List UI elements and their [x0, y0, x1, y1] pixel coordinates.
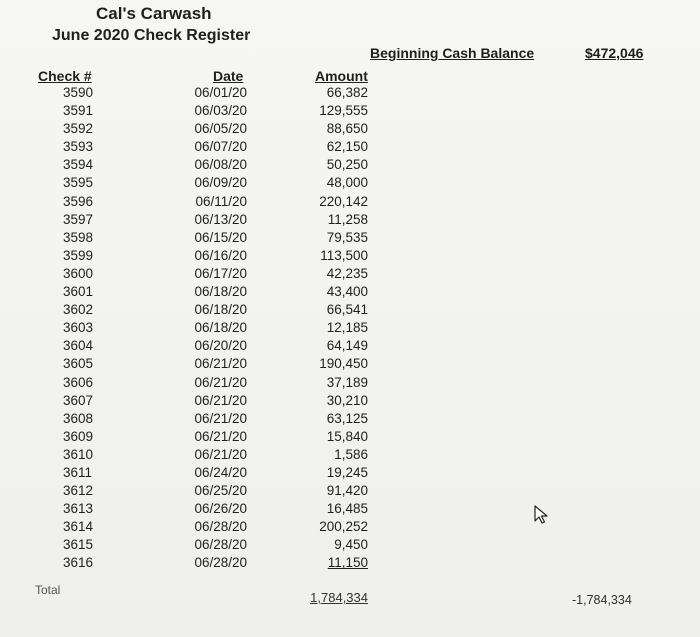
column-header-amount: Amount	[315, 68, 368, 84]
table-row	[0, 356, 700, 374]
check-amount: 62,150	[326, 139, 368, 155]
check-number: 3608	[63, 410, 94, 426]
check-date: 06/21/20	[194, 392, 247, 408]
check-date: 06/17/20	[194, 265, 247, 281]
check-amount: 48,000	[326, 175, 368, 191]
check-amount: 15,840	[326, 428, 368, 444]
table-row	[0, 194, 700, 212]
check-amount: 50,250	[326, 157, 368, 173]
check-number: 3590	[63, 85, 94, 100]
check-amount: 88,650	[326, 121, 368, 137]
check-date: 06/28/20	[194, 555, 247, 571]
table-row	[0, 411, 700, 429]
table-row	[0, 429, 700, 447]
check-date: 06/09/20	[194, 175, 247, 191]
check-number: 3609	[63, 428, 94, 444]
check-number: 3603	[63, 320, 94, 336]
check-amount: 9,450	[334, 537, 368, 553]
check-date: 06/28/20	[194, 537, 247, 553]
check-amount: 37,189	[326, 374, 368, 390]
table-row	[0, 555, 700, 573]
check-date: 06/07/20	[194, 139, 247, 155]
table-row	[0, 266, 700, 284]
page-title: June 2020 Check Register	[52, 27, 251, 44]
check-amount: 19,245	[326, 464, 368, 480]
table-row	[0, 121, 700, 139]
check-date: 06/15/20	[194, 229, 247, 245]
check-amount: 66,541	[326, 302, 368, 318]
table-row	[0, 338, 700, 356]
check-number: 3601	[63, 284, 94, 300]
check-amount: 66,382	[326, 85, 368, 100]
check-number: 3615	[63, 537, 94, 553]
check-date: 06/08/20	[194, 157, 247, 173]
check-number: 3591	[63, 103, 94, 119]
check-amount: 42,235	[326, 265, 368, 281]
table-row	[0, 284, 700, 302]
check-number: 3599	[63, 247, 94, 263]
beginning-cash-balance-label: Beginning Cash Balance	[370, 45, 535, 61]
beginning-cash-balance-value: $472,046	[585, 45, 644, 61]
check-date: 06/13/20	[194, 211, 247, 227]
table-row	[0, 85, 700, 103]
check-amount: 63,125	[326, 410, 368, 426]
table-row	[0, 157, 700, 175]
check-amount: 11,258	[327, 211, 368, 227]
table-row	[0, 375, 700, 393]
check-amount: 12,185	[326, 320, 368, 336]
check-date: 06/21/20	[194, 356, 247, 372]
check-number: 3598	[63, 229, 94, 245]
check-number: 3610	[63, 446, 94, 462]
table-row	[0, 447, 700, 465]
table-row	[0, 320, 700, 338]
check-date: 06/20/20	[194, 338, 247, 354]
ending-balance-value: -1,784,334	[572, 593, 632, 607]
check-date: 06/28/20	[194, 519, 247, 535]
check-number: 3613	[63, 501, 94, 517]
mouse-pointer-icon	[533, 505, 551, 525]
table-row	[0, 393, 700, 411]
total-amount: 1,784,334	[310, 590, 368, 605]
check-number: 3611	[63, 464, 93, 480]
check-number: 3600	[63, 265, 94, 281]
total-label: Total	[35, 583, 61, 597]
check-number: 3594	[63, 157, 94, 173]
check-amount: 79,535	[326, 229, 368, 245]
company-name: Cal's Carwash	[96, 4, 212, 23]
table-row	[0, 519, 700, 537]
check-date: 06/01/20	[194, 85, 247, 100]
check-date: 06/03/20	[194, 103, 247, 119]
check-amount: 43,400	[326, 284, 368, 300]
table-row	[0, 537, 700, 555]
check-date: 06/05/20	[194, 121, 247, 137]
column-header-check: Check #	[38, 68, 92, 84]
check-number: 3592	[63, 121, 94, 137]
check-amount: 200,252	[319, 519, 368, 535]
check-date: 06/16/20	[194, 247, 247, 263]
check-amount: 91,420	[326, 483, 368, 499]
table-row	[0, 248, 700, 266]
check-date: 06/18/20	[194, 302, 247, 318]
table-row	[0, 483, 700, 501]
table-row	[0, 302, 700, 320]
check-number: 3607	[63, 392, 94, 408]
check-date: 06/24/20	[194, 464, 247, 480]
check-amount: 220,142	[319, 193, 368, 209]
check-date: 06/25/20	[194, 483, 247, 499]
table-row	[0, 230, 700, 248]
table-row	[0, 139, 700, 157]
table-row	[0, 212, 700, 230]
check-amount: 64,149	[326, 338, 368, 354]
check-date: 06/18/20	[194, 284, 247, 300]
check-date: 06/26/20	[194, 501, 247, 517]
check-amount: 1,586	[334, 446, 368, 462]
table-row	[0, 175, 700, 193]
check-amount: 30,210	[326, 392, 368, 408]
table-row	[0, 465, 700, 483]
check-number: 3595	[63, 175, 94, 191]
check-number: 3596	[63, 193, 94, 209]
check-number: 3606	[63, 374, 94, 390]
check-amount: 113,500	[320, 247, 368, 263]
check-date: 06/18/20	[194, 320, 247, 336]
check-number: 3593	[63, 139, 94, 155]
check-number: 3616	[63, 555, 94, 571]
check-amount: 129,555	[319, 103, 368, 119]
check-number: 3614	[63, 519, 94, 535]
check-number: 3605	[63, 356, 94, 372]
table-row	[0, 103, 700, 121]
check-number: 3602	[63, 302, 94, 318]
check-amount: 190,450	[319, 356, 368, 372]
check-amount: 16,485	[326, 501, 368, 517]
table-row	[0, 501, 700, 519]
check-date: 06/21/20	[194, 410, 247, 426]
check-amount: 11,150	[327, 555, 368, 571]
check-date: 06/21/20	[194, 428, 247, 444]
check-date: 06/11/20	[195, 193, 247, 209]
check-number: 3597	[63, 211, 94, 227]
check-date: 06/21/20	[194, 374, 247, 390]
check-number: 3604	[63, 338, 94, 354]
column-header-date: Date	[213, 68, 244, 84]
check-number: 3612	[63, 483, 94, 499]
check-register-rows	[0, 85, 700, 574]
check-date: 06/21/20	[194, 446, 247, 462]
